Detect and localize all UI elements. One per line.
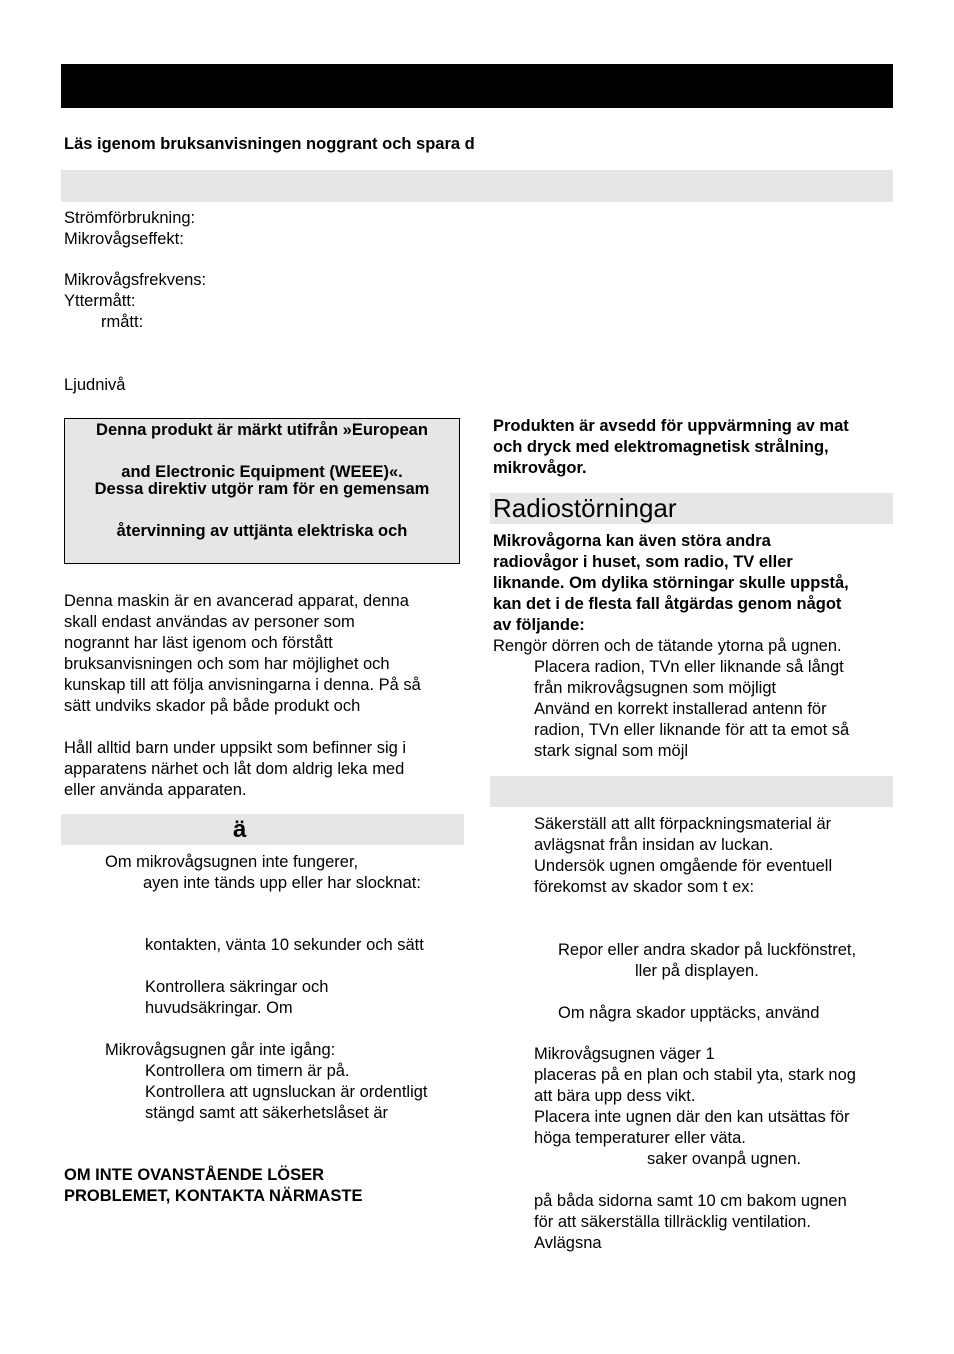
radio-bold-line: kan det i de flesta fall åtgärdas genom något bbox=[493, 595, 842, 613]
purpose-line: och dryck med elektromagnetisk strålning, bbox=[493, 438, 829, 456]
install-line: Repor eller andra skador på luckfönstret, bbox=[558, 941, 857, 959]
weee-line: and Electronic Equipment (WEEE)«. bbox=[121, 463, 403, 481]
radio-bold-line: radiovågor i huset, som radio, TV eller bbox=[493, 553, 793, 571]
children-line: apparatens närhet och låt dom aldrig leka med bbox=[64, 760, 405, 778]
usage-line: Denna maskin är en avancerad apparat, denna bbox=[64, 592, 409, 610]
install-line: Avlägsna bbox=[534, 1234, 602, 1252]
children-line: Håll alltid barn under uppsikt som befinner sig i bbox=[64, 739, 407, 757]
spec-microwave-power: Mikrovågseffekt: bbox=[64, 230, 184, 248]
install-line: Placera inte ugnen där den kan utsättas för bbox=[534, 1108, 850, 1126]
install-line: Om några skador upptäcks, använd bbox=[558, 1004, 820, 1022]
weee-line: Denna produkt är märkt utifrån »European bbox=[96, 421, 428, 439]
weee-line: Dessa direktiv utgör ram för en gemensam bbox=[94, 480, 430, 498]
radio-item-line: stark signal som möjl bbox=[534, 742, 689, 760]
intro-text: Läs igenom bruksanvisningen noggrant och spara d bbox=[64, 135, 475, 153]
radio-clean-line: Rengör dörren och de tätande ytorna på ugnen. bbox=[493, 637, 842, 655]
trouble-step: kontakten, vänta 10 sekunder och sätt bbox=[145, 936, 424, 954]
trouble-case1-sub: ayen inte tänds upp eller har slocknat: bbox=[143, 874, 421, 892]
usage-line: bruksanvisningen och som har möjlighet och bbox=[64, 655, 390, 673]
weee-line: återvinning av uttjänta elektriska och bbox=[116, 522, 408, 540]
install-line: Undersök ugnen omgående för eventuell bbox=[534, 857, 833, 875]
spec-inner-dims: rmått: bbox=[101, 313, 144, 331]
install-line: placeras på en plan och stabil yta, stark nog bbox=[534, 1066, 856, 1084]
usage-line: kunskap till att följa anvisningarna i denna. På så bbox=[64, 676, 421, 694]
children-line: eller använda apparaten. bbox=[64, 781, 247, 799]
install-line: på båda sidorna samt 10 cm bakom ugnen bbox=[534, 1192, 847, 1210]
contact-line: PROBLEMET, KONTAKTA NÄRMASTE bbox=[64, 1187, 363, 1205]
spec-frequency: Mikrovågsfrekvens: bbox=[64, 271, 207, 289]
radio-item-line: från mikrovågsugnen som möjligt bbox=[534, 679, 777, 697]
install-line: för att säkerställa tillräcklig ventilation. bbox=[534, 1213, 811, 1231]
install-line: ller på displayen. bbox=[635, 962, 759, 980]
trouble-step: Kontrollera om timern är på. bbox=[145, 1062, 350, 1080]
title-bar bbox=[61, 64, 893, 108]
purpose-line: Produkten är avsedd för uppvärmning av mat bbox=[493, 417, 849, 435]
install-line: att bära upp dess vikt. bbox=[534, 1087, 696, 1105]
trouble-case1-title: Om mikrovågsugnen inte fungerer, bbox=[105, 853, 359, 871]
install-line: Säkerställ att allt förpackningsmaterial är bbox=[534, 815, 832, 833]
usage-line: nogrannt har läst igenom och förstått bbox=[64, 634, 333, 652]
usage-line: skall endast användas av personer som bbox=[64, 613, 355, 631]
contact-line: OM INTE OVANSTÅENDE LÖSER bbox=[64, 1166, 325, 1184]
trouble-heading: ä bbox=[233, 816, 247, 843]
purpose-line: mikrovågor. bbox=[493, 459, 587, 477]
radio-item-line: Placera radion, TVn eller liknande så långt bbox=[534, 658, 844, 676]
trouble-step: Kontrollera att ugnsluckan är ordentligt bbox=[145, 1083, 428, 1101]
install-line: avlägsnat från insidan av luckan. bbox=[534, 836, 774, 854]
radio-heading: Radiostörningar bbox=[490, 493, 893, 524]
install-line: förekomst av skador som t ex: bbox=[534, 878, 755, 896]
trouble-heading-bar bbox=[61, 814, 464, 845]
install-line: höga temperaturer eller väta. bbox=[534, 1129, 746, 1147]
install-line: saker ovanpå ugnen. bbox=[647, 1150, 802, 1168]
radio-bold-line: liknande. Om dylika störningar skulle uppstå, bbox=[493, 574, 849, 592]
radio-bold-line: av följande: bbox=[493, 616, 585, 634]
trouble-case2-title: Mikrovågsugnen går inte igång: bbox=[105, 1041, 336, 1059]
spec-noise: Ljudnivå bbox=[64, 376, 126, 394]
usage-line: sätt undviks skador på både produkt och bbox=[64, 697, 361, 715]
install-line: Mikrovågsugnen väger 1 bbox=[534, 1045, 715, 1063]
specs-heading-bar bbox=[61, 170, 893, 202]
spec-outer-dims: Yttermått: bbox=[64, 292, 136, 310]
radio-item-line: radion, TVn eller liknande för att ta emot så bbox=[534, 721, 850, 739]
install-heading-bar bbox=[490, 776, 893, 807]
trouble-step: huvudsäkringar. Om bbox=[145, 999, 293, 1017]
radio-item-line: Använd en korrekt installerad antenn för bbox=[534, 700, 827, 718]
trouble-step: stängd samt att säkerhetslåset är bbox=[145, 1104, 389, 1122]
spec-power-consumption: Strömförbrukning: bbox=[64, 209, 196, 227]
trouble-step: Kontrollera säkringar och bbox=[145, 978, 329, 996]
radio-bold-line: Mikrovågorna kan även störa andra bbox=[493, 532, 771, 550]
